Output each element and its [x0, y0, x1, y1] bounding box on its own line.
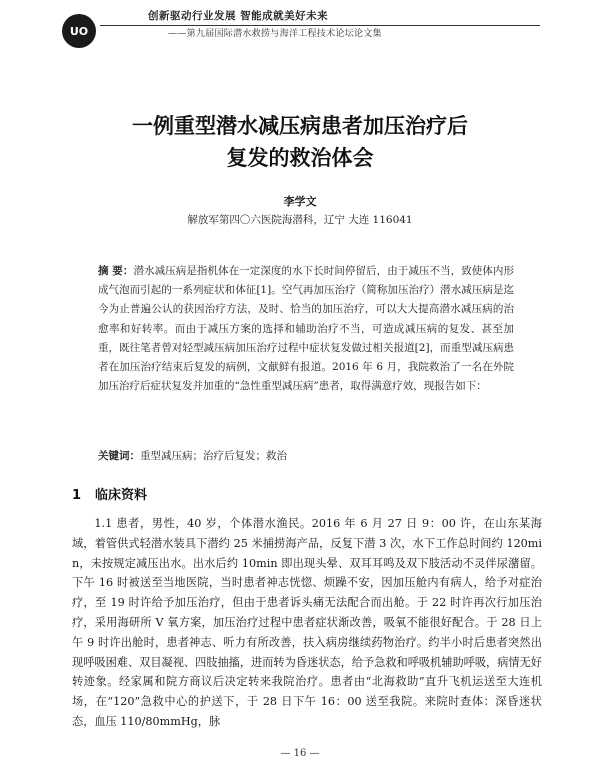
header-subline: ——第九届国际潜水救捞与海洋工程技术论坛论文集 [168, 29, 382, 39]
keywords-text: 重型减压病；治疗后复发；救治 [140, 450, 287, 462]
section-title: 临床资料 [95, 488, 148, 503]
keywords [98, 448, 514, 463]
page-number: — 16 — [280, 748, 320, 759]
author-name: 李学文 [283, 195, 317, 208]
abstract-text: 潜水减压病是指机体在一定深度的水下长时间停留后，由于减压不当，致使体内形成气泡而引起的一系列症状和体征[1]。空气再加压治疗（简称加压治疗）潜水减压病是迄今为止普遍公认的获因治疗方法，及时、恰当的加压治疗，可以大大提高潜水减压病的治愈率和好转率。而由于减压方案的选择和辅助治疗不当，可造成减压病的复发、甚至加重，既往笔者曾对轻型减压病加压治疗过程中症状复发做过相关报道[2]，而重型减压病患者在加压治疗结束后复发的病例，文献鲜有报道。2016 年 6 月，我院救治了一名在外院加压治疗后症状复发并加重的“急性重型减压病”患者，取得满意疗效，现报告如下： [98, 265, 515, 393]
article-title-line-1: 一例重型潜水减压病患者加压治疗后 [132, 114, 468, 138]
page-header [0, 0, 600, 58]
abstract [98, 262, 514, 396]
body-paragraph: 1.1 患者，男性，40 岁，个体潜水渔民。2016 年 6 月 27 日 9：00 许，在山东某海域，着管供式轻潜水装具下潜约 25 米捕捞海产品，反复下潜 3 次，水下工作总时间约 120min，未按规定减压出水。出水后约 10min 即出现头晕、双耳耳鸣及双下肢活动不灵伴尿潴留。下午 16 时被送至当地医院，当时患者神志恍惚、烦躁不安，因加压舱内有病人，给予对症治疗，至 19 时许给予加压治疗，但由于患者诉头痛无法配合而出舱。于 22 时许再次行加压治疗，采用海研所 V 氧方案，加压治疗过程中患者症状渐改善，吸氧不能很好配合。于 28 日上午 9 时许出舱时，患者神志、听力有所改善，扶入病房继续药物治疗。约半小时后患者突然出现呼吸困难、双目凝视、四肢抽搐，进而转为昏迷状态，给予急救和呼吸机辅助呼吸，病情无好转迹象。经家属和院方商议后决定转来我院治疗。患者由“北海救助”直升飞机运送至大连机场，在“120”急救中心的护送下，于 28 日下午 16：00 送至我院。来院时查体：深昏迷状态，血压 110/80mmHg，脉 [72, 517, 542, 728]
keywords-label: 关键词： [98, 450, 140, 462]
journal-logo [62, 14, 96, 48]
article-title-line-2: 复发的救治体会 [226, 146, 374, 170]
section-number: 1 [72, 488, 82, 503]
section-heading [72, 484, 147, 503]
author-affiliation: 解放军第四〇六医院海潜科，辽宁 大连 116041 [187, 214, 413, 226]
header-slogan: 创新驱动行业发展 智能成就美好未来 [148, 10, 329, 22]
logo-text: UO [69, 24, 89, 38]
abstract-label: 摘 要： [98, 265, 134, 277]
